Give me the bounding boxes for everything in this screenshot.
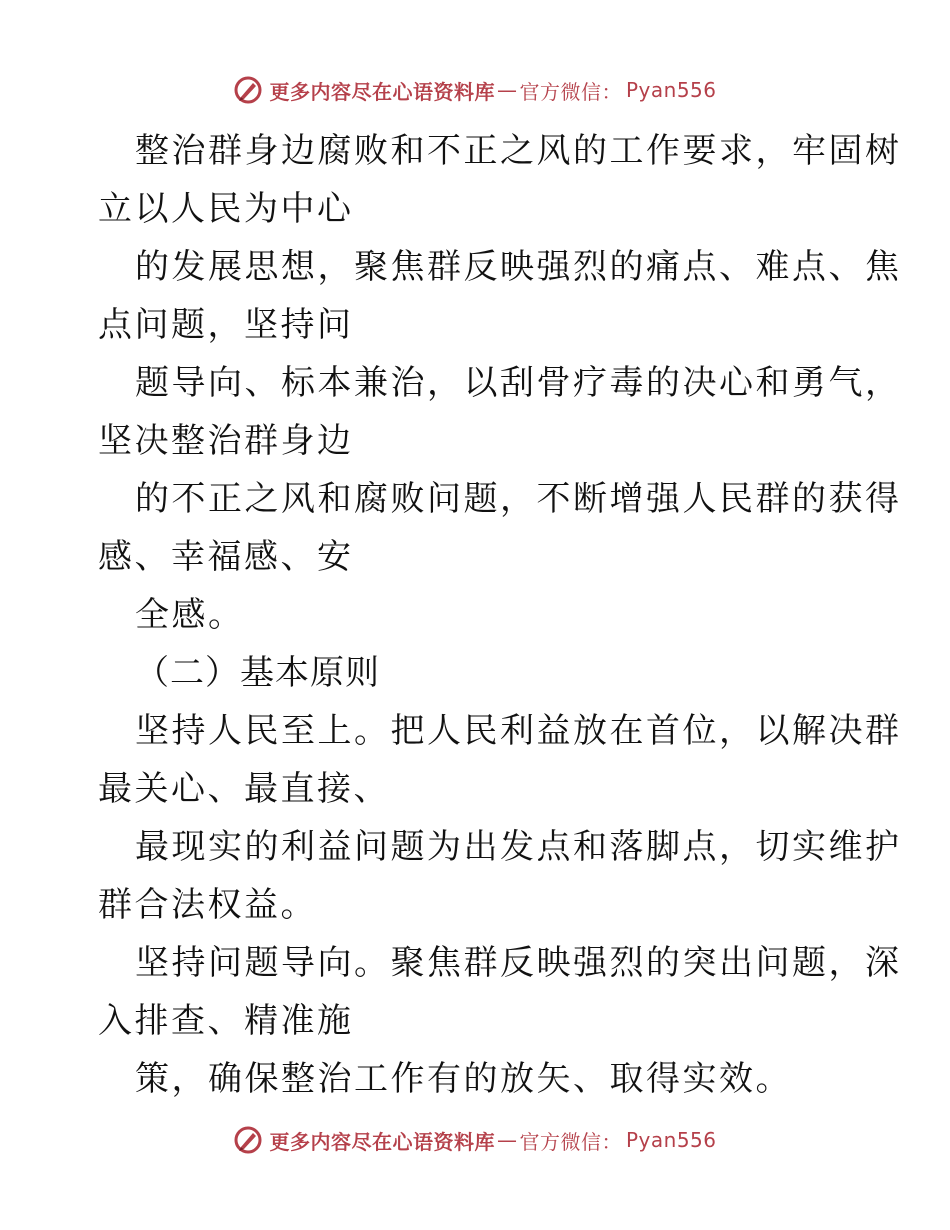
watermark-dash: — [496,78,518,102]
text-line: 坚持问题导向。聚焦群反映强烈的突出问题，深 [135,943,902,983]
text-line: 整治群身边腐败和不正之风的工作要求，牢固树 [135,131,902,171]
text-line: 感、幸福感、安 [98,537,354,577]
document-body [98,122,902,1108]
watermark-text: 更多内容尽在心语资料库 [269,1129,495,1154]
text-line: 坚持人民至上。把人民利益放在首位，以解决群 [135,711,902,751]
text-line: 群合法权益。 [98,885,317,925]
text-line: 全感。 [135,595,245,635]
text-line: 的发展思想，聚焦群反映强烈的痛点、难点、焦 [135,247,902,287]
watermark-dash: — [496,1128,518,1152]
header-watermark [0,70,950,110]
watermark-text: 更多内容尽在心语资料库 [269,79,495,104]
text-line: 策，确保整治工作有的放矢、取得实效。 [135,1059,792,1099]
text-line: 题导向、标本兼治，以刮骨疗毒的决心和勇气， [135,363,902,403]
footer-watermark [0,1120,950,1160]
text-line: 入排查、精准施 [98,1001,354,1041]
pen-logo-icon [233,75,263,105]
text-line: 立以人民为中心 [98,189,354,229]
text-line: 最现实的利益问题为出发点和落脚点，切实维护 [135,827,902,867]
watermark-wechat-label: 官方微信： [519,1129,622,1154]
text-line: 最关心、最直接、 [98,769,390,809]
section-heading: （二）基本原则 [135,653,380,693]
watermark-wechat-id: Pyan556 [625,78,717,102]
watermark-wechat-id: Pyan556 [625,1128,717,1152]
text-line: 的不正之风和腐败问题，不断增强人民群的获得 [135,479,902,519]
watermark-wechat-label: 官方微信： [519,79,622,104]
pen-logo-icon [233,1125,263,1155]
text-line: 坚决整治群身边 [98,421,354,461]
text-line: 点问题，坚持问 [98,305,354,345]
